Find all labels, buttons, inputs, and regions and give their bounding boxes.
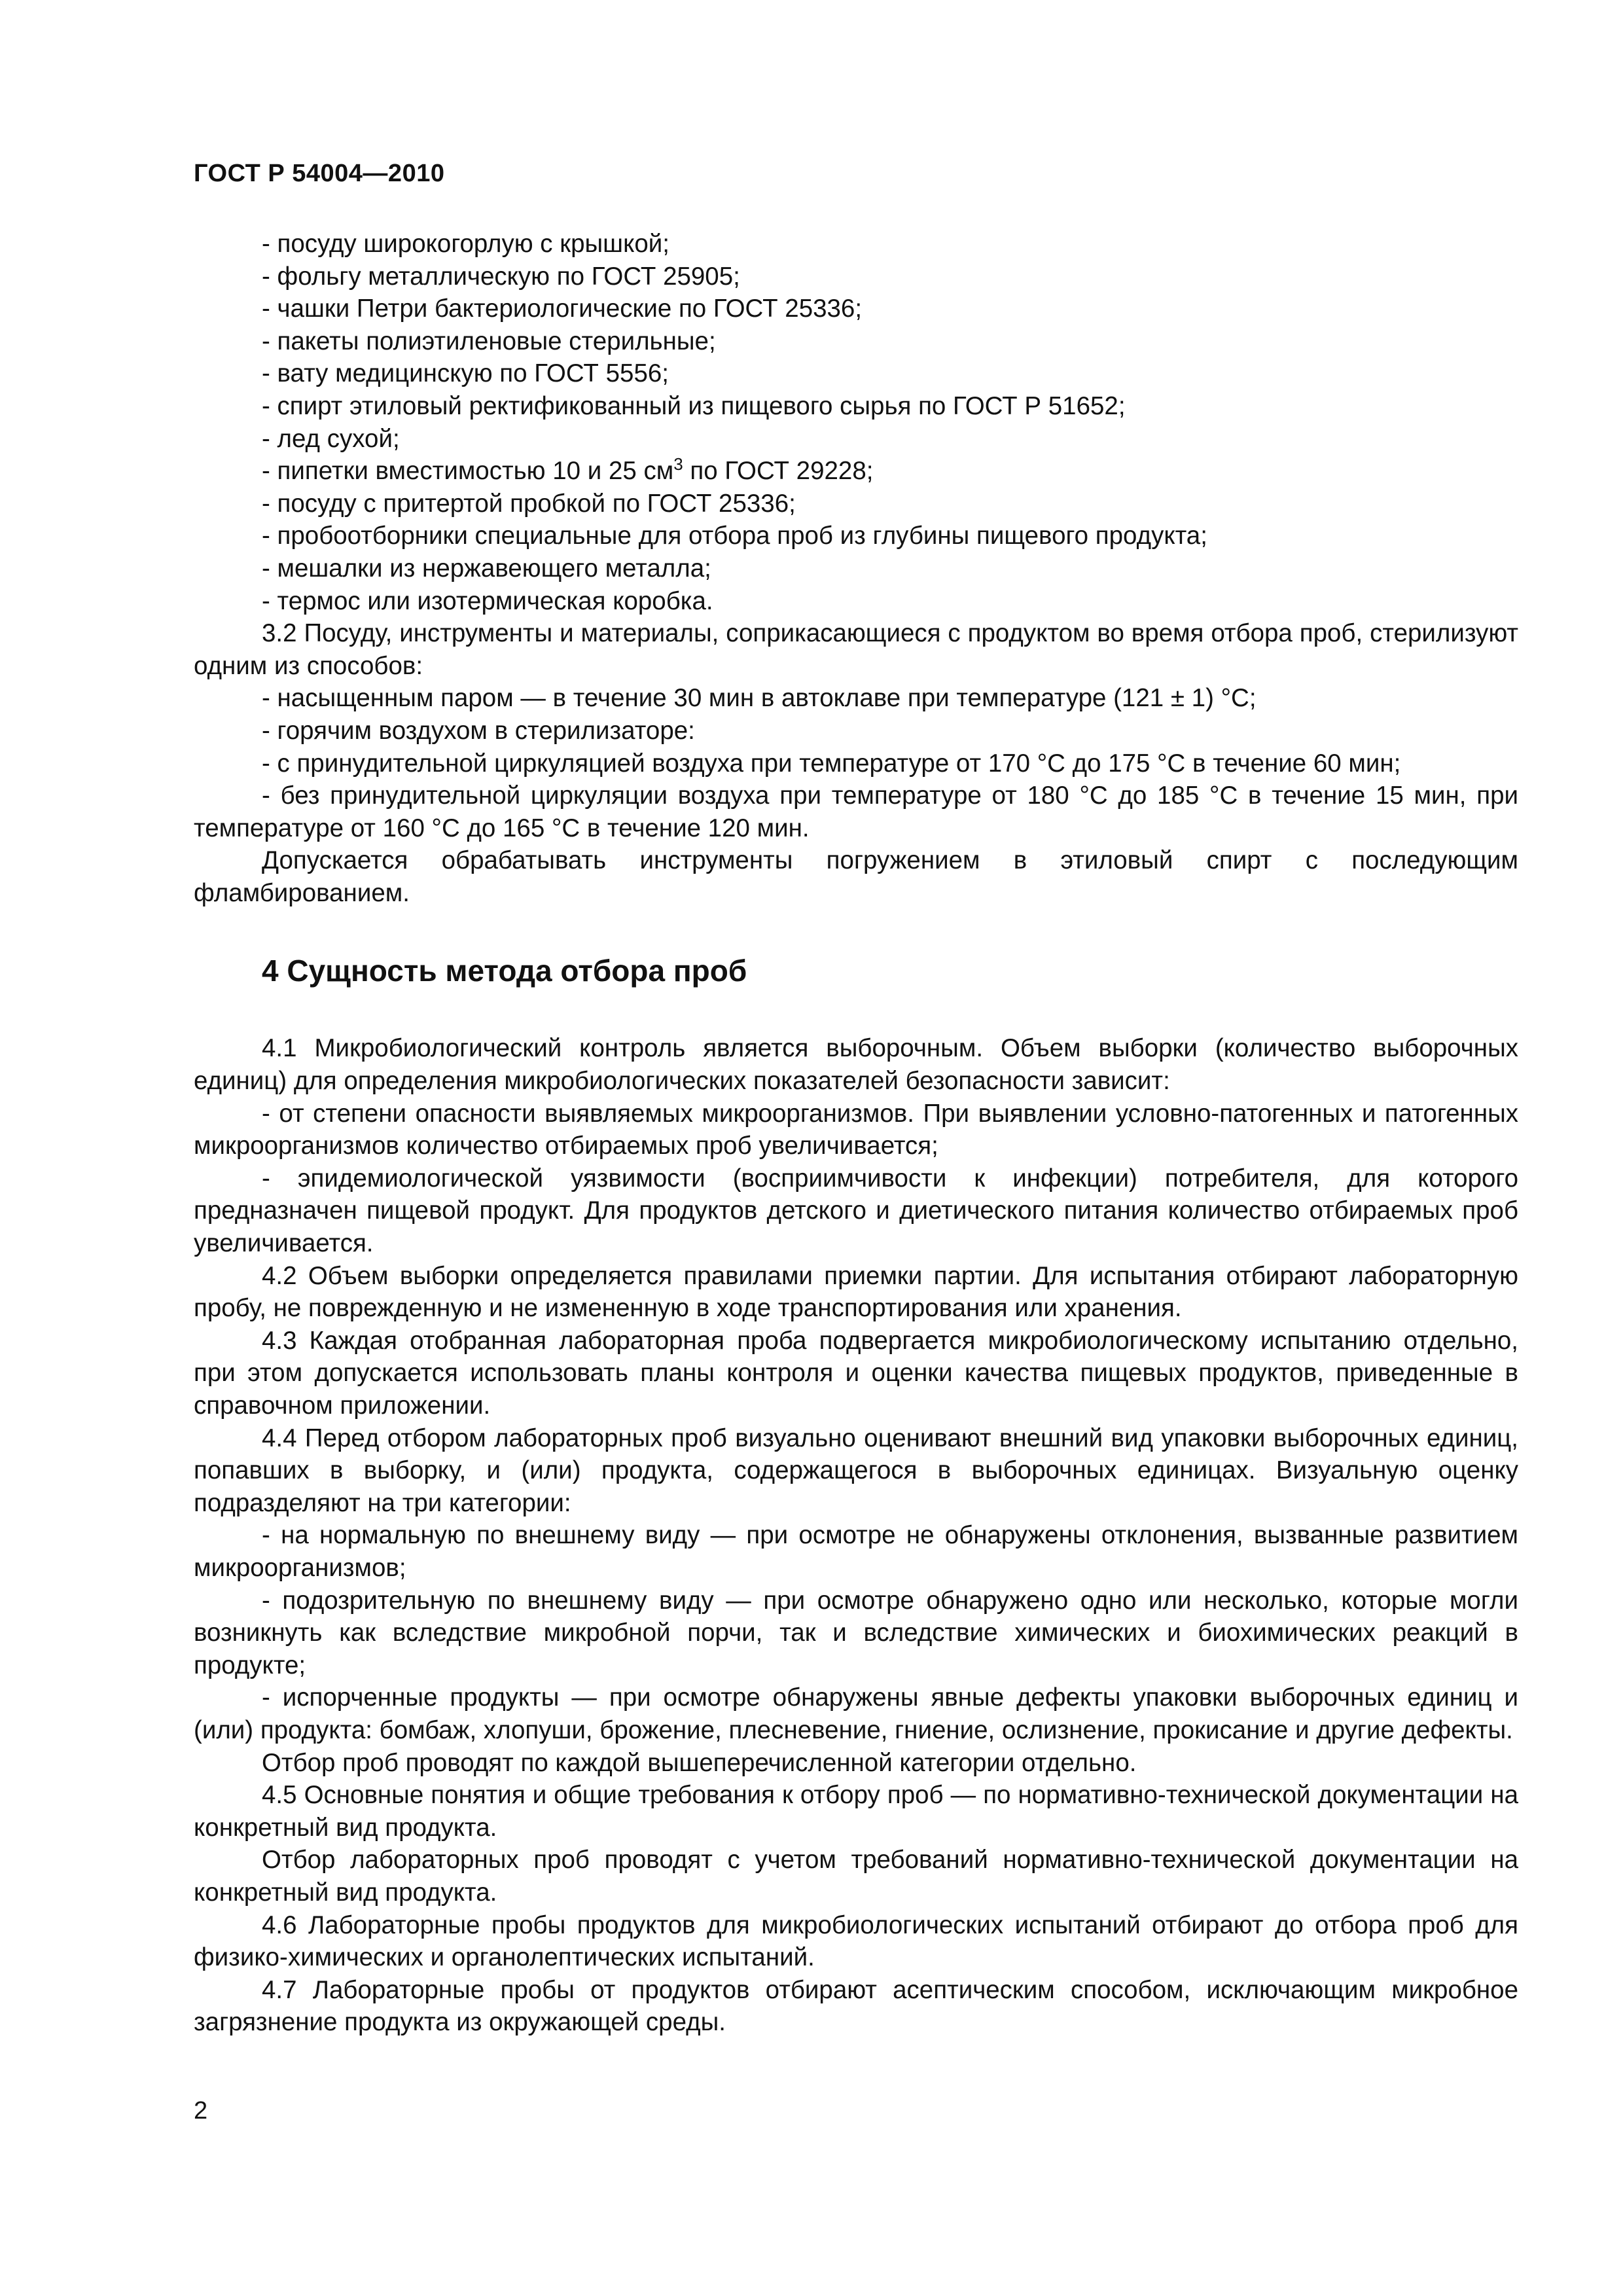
sterilization-method: - горячим воздухом в стерилизаторе:	[262, 716, 695, 745]
document-header: ГОСТ Р 54004—2010	[194, 160, 445, 187]
list-item: - спирт этиловый ректификованный из пищевого сырья по ГОСТ Р 51652;	[262, 391, 1126, 420]
paragraph-item: - испорченные продукты — при осмотре обнаружены явные дефекты упаковки выборочных единиц и (или) продукта: бомбаж, хлопуши, брожение, плесневение, гниение, ослизнение, прокисание и другие дефекты.	[194, 1683, 1518, 1744]
list-item: - посуду широкогорлую с крышкой;	[262, 230, 669, 258]
list-item: - фольгу металлическую по ГОСТ 25905;	[262, 262, 740, 291]
paragraph-flambe: Допускается обрабатывать инструменты погружением в этиловый спирт с последующим фламбированием.	[194, 846, 1518, 907]
paragraph-3-2: 3.2 Посуду, инструменты и материалы, соприкасающиеся с продуктом во время отбора проб, стерилизуют одним из способов:	[194, 619, 1518, 680]
paragraph-item: - от степени опасности выявляемых микроорганизмов. При выявлении условно-патогенных и патогенных микроорганизмов количество отбираемых проб увеличивается;	[194, 1099, 1518, 1160]
cubic-superscript: 3	[673, 454, 683, 475]
page-content	[194, 228, 1518, 2039]
paragraph-item: Отбор лабораторных проб проводят с учетом требований нормативно-технической документации на конкретный вид продукта.	[194, 1846, 1518, 1907]
paragraph-4-6: 4.6 Лабораторные пробы продуктов для микробиологических испытаний отбирают до отбора проб для физико-химических и органолептических испытаний.	[194, 1910, 1518, 1972]
sterilization-method: - с принудительной циркуляцией воздуха при температуре от 170 °С до 175 °С в течение 60 мин;	[262, 749, 1401, 778]
paragraph-4-1: 4.1 Микробиологический контроль является выборочным. Объем выборки (количество выборочных единиц) для определения микробиологических показателей безопасности зависит:	[194, 1034, 1518, 1096]
paragraph-item: Отбор проб проводят по каждой вышеперечисленной категории отдельно.	[262, 1748, 1137, 1777]
sterilization-method: - без принудительной циркуляции воздуха при температуре от 180 °С до 185 °С в течение 15 мин, при температуре от 160 °С до 165 °С в течение 120 мин.	[194, 781, 1518, 842]
list-item-pipettes	[194, 455, 1518, 488]
paragraph-item: - эпидемиологической уязвимости (восприимчивости к инфекции) потребителя, для которого предназначен пищевой продукт. Для продуктов детского и диетического питания количество отбираемых проб увеличивается.	[194, 1164, 1518, 1258]
list-item: - посуду с притертой пробкой по ГОСТ 25336;	[262, 489, 796, 518]
paragraph-item: - подозрительную по внешнему виду — при осмотре обнаружено одно или несколько, которые могли возникнуть как вследствие микробной порчи, так и вследствие химических и биохимических реакций в продукте;	[194, 1586, 1518, 1679]
sterilization-method: - насыщенным паром — в течение 30 мин в автоклаве при температуре (121 ± 1) °С;	[262, 684, 1257, 713]
paragraph-4-7: 4.7 Лабораторные пробы от продуктов отбирают асептическим способом, исключающим микробное загрязнение продукта из окружающей среды.	[194, 1975, 1518, 2037]
list-item: - чашки Петри бактериологические по ГОСТ 25336;	[262, 295, 863, 323]
paragraph-4-3: 4.3 Каждая отобранная лабораторная проба подвергается микробиологическому испытанию отдельно, при этом допускается использовать планы контроля и оценки качества пищевых продуктов, приведенные в справочном приложении.	[194, 1326, 1518, 1420]
paragraph-4-5: 4.5 Основные понятия и общие требования к отбору проб — по нормативно-технической документации на конкретный вид продукта.	[194, 1781, 1518, 1842]
list-item: - пробоотборники специальные для отбора проб из глубины пищевого продукта;	[262, 522, 1207, 550]
pipettes-text: - пипетки вместимостью 10 и 25 см	[262, 457, 674, 486]
paragraph-4-4: 4.4 Перед отбором лабораторных проб визуально оценивают внешний вид упаковки выборочных единиц, попавших в выборку, и (или) продукта, содержащегося в выборочных единицах. Визуальную оценку подразделяют на три категории:	[194, 1424, 1518, 1517]
list-item: - пакеты полиэтиленовые стерильные;	[262, 327, 716, 355]
paragraph-4-2: 4.2 Объем выборки определяется правилами приемки партии. Для испытания отбирают лабораторную пробу, не поврежденную и не измененную в ходе транспортирования или хранения.	[194, 1261, 1518, 1323]
list-item: - мешалки из нержавеющего металла;	[262, 554, 711, 583]
list-item: - лед сухой;	[262, 424, 400, 453]
pipettes-standard: по ГОСТ 29228;	[683, 457, 874, 486]
page-number: 2	[194, 2097, 208, 2125]
paragraph-item: - на нормальную по внешнему виду — при осмотре не обнаружены отклонения, вызванные развитием микроорганизмов;	[194, 1521, 1518, 1582]
list-item: - термос или изотермическая коробка.	[262, 586, 713, 615]
list-item: - вату медицинскую по ГОСТ 5556;	[262, 359, 669, 388]
section-4-title: 4 Сущность метода отбора проб	[262, 954, 747, 988]
